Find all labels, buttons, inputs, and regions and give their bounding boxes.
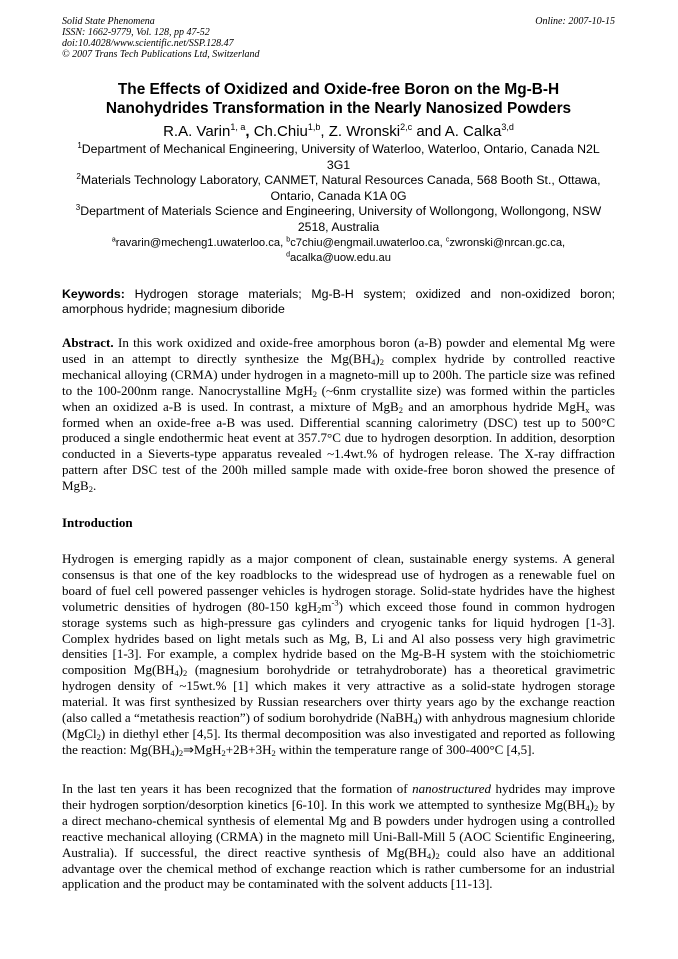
email-varin[interactable]: ravarin@mecheng1.uwaterloo.ca, [115, 237, 287, 249]
author-wronski: , Z. Wronski [320, 123, 401, 140]
paragraph-text: within the temperature range of 300-400°C [4,5]. [275, 741, 535, 757]
author-sep: , [245, 123, 250, 140]
emphasis-text: nanostructured [412, 781, 492, 796]
subscript: 2 [593, 802, 599, 813]
author-list [62, 122, 615, 142]
subscript: 2 [271, 747, 276, 758]
affiliation-num: 1 [77, 140, 82, 150]
paragraph-text: ) which exceed those found in common hydrogen storage systems such as high-pressure gas cylinders and cryogenic tanks for liquid hydrogen [1-3]. Complex hydrides based on light metals such as Mg, B, Li and Al also possess very high gravimetric densities [1-3]. For example, a complex hydride based on the Mg-B-H system with the stoichiometric composition Mg(BH [62, 598, 615, 678]
paragraph-text: ) [589, 796, 594, 812]
affiliation-text: Ontario, Canada K1A 0G [270, 189, 407, 203]
abstract-text: complex hydride by controlled reactive mechanical alloying (CRMA) under hydrogen in a magneto-mill up to 200h. The particle size was refined to the 100-200nm range. Nanocrystalline MgH [62, 350, 615, 398]
abstract-text: and an amorphous hydride MgH [402, 398, 586, 414]
affiliation-num: 2 [76, 171, 81, 181]
author-varin: R.A. Varin [163, 123, 231, 140]
affiliation-text: 3G1 [326, 158, 351, 172]
subscript: 4 [413, 716, 418, 727]
paragraph-text: +2B+3H [225, 741, 272, 757]
journal-header [62, 16, 260, 60]
subscript: x [585, 404, 590, 415]
subscript: 2 [96, 731, 101, 742]
subscript: 2 [88, 484, 93, 495]
affiliation-text: 2518, Australia [297, 220, 380, 234]
paragraph-text: ) [174, 741, 179, 757]
subscript: 2 [435, 850, 440, 861]
affiliation-1 [62, 141, 615, 173]
paragraph-text: (magnesium borohydride or tetrahydroborate) has a theoretical gravimetric hydrogen density of ~15wt.% [1] which makes it very attractive as a solid-state hydrogen storage material. It was first synthesized by Russian researchers over thirty years ago by the exchange reaction (also called a “metathesis reaction”) of sodium borohydride (NaBH [62, 662, 615, 726]
abstract-text: (~6nm crystallite size) was formed within the particles when an oxidized a-B is used. In contrast, a mixture of MgB [62, 382, 615, 414]
paragraph-text: In the last ten years it has been recognized that the formation of [62, 781, 413, 796]
subscript: 4 [174, 668, 179, 679]
keywords-label: Keywords: [62, 287, 125, 301]
email-calka[interactable]: acalka@uow.edu.au [289, 252, 391, 264]
subscript: 2 [312, 388, 318, 399]
online-date: Online: 2007-10-15 [535, 16, 615, 27]
paragraph-text: ) in diethyl ether [4,5]. Its thermal decomposition was also investigated and reported as following the reaction: Mg(BH [62, 725, 615, 757]
abstract-text: ) [375, 350, 380, 366]
paragraph-text: hydrides may improve their hydrogen sorption/desorption kinetics [6-10]. In this work we attempted to synthesize Mg(BH [62, 781, 616, 812]
email-list [62, 236, 615, 266]
paragraph-text: ⇒MgH [183, 741, 222, 757]
email-chiu[interactable]: c7chiu@engmail.uwaterloo.ca, [290, 237, 446, 249]
intro-paragraph-2 [62, 781, 615, 892]
author-sup: 3,d [501, 122, 514, 132]
section-heading-introduction: Introduction [62, 515, 133, 530]
email-sup: d [286, 251, 290, 259]
email-sup: a [111, 236, 116, 244]
affiliation-2 [62, 172, 615, 204]
paragraph-text: ) with anhydrous magnesium chloride (MgCl [62, 710, 615, 741]
paper-title [62, 80, 615, 118]
affiliation-text: Department of Mechanical Engineering, University of Waterloo, Waterloo, Ontario, Canada N2L [81, 142, 600, 156]
subscript: 2 [221, 747, 226, 758]
issn-line: ISSN: 1662-9779, Vol. 128, pp 47-52 [62, 27, 210, 38]
author-sup: 2,c [400, 122, 413, 132]
copyright-line: © 2007 Trans Tech Publications Ltd, Switzerland [62, 49, 260, 60]
email-wronski[interactable]: zwronski@nrcan.gc.ca, [449, 237, 566, 249]
keywords [62, 287, 615, 317]
title-line-1: The Effects of Oxidized and Oxide-free Boron on the Mg-B-H [117, 81, 560, 98]
subscript: 2 [178, 747, 184, 758]
author-calka: and A. Calka [412, 123, 502, 140]
abstract-label: Abstract. [62, 335, 114, 350]
title-line-2: Nanohydrides Transformation in the Nearly Nanosized Powders [105, 100, 572, 117]
affiliation-text: Materials Technology Laboratory, CANMET, Natural Resources Canada, 568 Booth St., Ottawa, [80, 173, 601, 187]
abstract [62, 335, 615, 494]
abstract-text: In this work oxidized and oxide-free amorphous boron (a-B) powder and elemental Mg were used in an attempt to directly synthesize the Mg(BH [62, 335, 615, 366]
paragraph-text: ) [178, 662, 183, 678]
keywords-text: Hydrogen storage materials; Mg-B-H system; oxidized and non-oxidized boron; amorphous hydride; magnesium diboride [62, 287, 615, 316]
affiliation-num: 3 [75, 202, 81, 212]
subscript: 4 [426, 850, 432, 861]
subscript: 4 [585, 802, 590, 813]
subscript: 4 [371, 356, 376, 367]
subscript: 4 [170, 747, 175, 758]
abstract-text: was formed when an oxide-free a-B was used. Differential scanning calorimetry (DSC) test up to 500°C produced a single endothermic heat event at 357.7°C due to hydrogen desorption. In addition, desorption conducted in a Sieverts-type apparatus revealed ~1.4wt.% of hydrogen release. The X-ray diffraction pattern after DSC test of the 200h milled sample made with oxide-free boron showed the presence of MgB [62, 398, 616, 494]
subscript: 2 [379, 356, 384, 367]
email-sup: c [445, 236, 450, 244]
subscript: 2 [398, 404, 403, 415]
abstract-text: . [92, 478, 97, 494]
paragraph-text: ) [431, 844, 436, 860]
email-sup: b [286, 236, 291, 244]
author-sup: 1, a [230, 122, 246, 132]
affiliation-text: Department of Materials Science and Engineering, University of Wollongong, Wollongong, NSW [80, 204, 602, 218]
paragraph-text: by a direct mechano-chemical synthesis of elemental Mg and B powders under hydrogen using a controlled reactive mechanical alloying (CRMA) in the magneto mill Uni-Ball-Mill 5 (AOC Scientific Engineering, Australia). If successful, the direct reactive synthesis of Mg(BH [62, 796, 616, 860]
intro-paragraph-1 [62, 551, 615, 758]
author-sup: 1,b [307, 122, 321, 132]
paragraph-text: could also have an additional advantage over the chemical method of exchange reaction which is rather cumbersome for an industrial application and the product may be contaminated with the solvent adducts [11-13]. [62, 844, 616, 892]
affiliation-3 [62, 203, 615, 235]
subscript: 2 [317, 604, 322, 615]
paragraph-text: Hydrogen is emerging rapidly as a major component of clean, sustainable energy systems. A general consensus is that one of the key roadblocks to the widespread use of hydrogen as a renewable fuel on board of fuel cell powered passenger vehicles is hydrogen storage. Solid-state hydrides have the highest volumetric densities of hydrogen (80-150 kgH [62, 551, 615, 614]
subscript: 2 [182, 668, 188, 679]
paragraph-text: m [321, 598, 332, 614]
journal-name: Solid State Phenomena [62, 16, 155, 27]
author-chiu: Ch.Chiu [249, 123, 308, 140]
doi-line: doi:10.4028/www.scientific.net/SSP.128.47 [62, 38, 234, 49]
superscript: -3 [331, 597, 339, 608]
